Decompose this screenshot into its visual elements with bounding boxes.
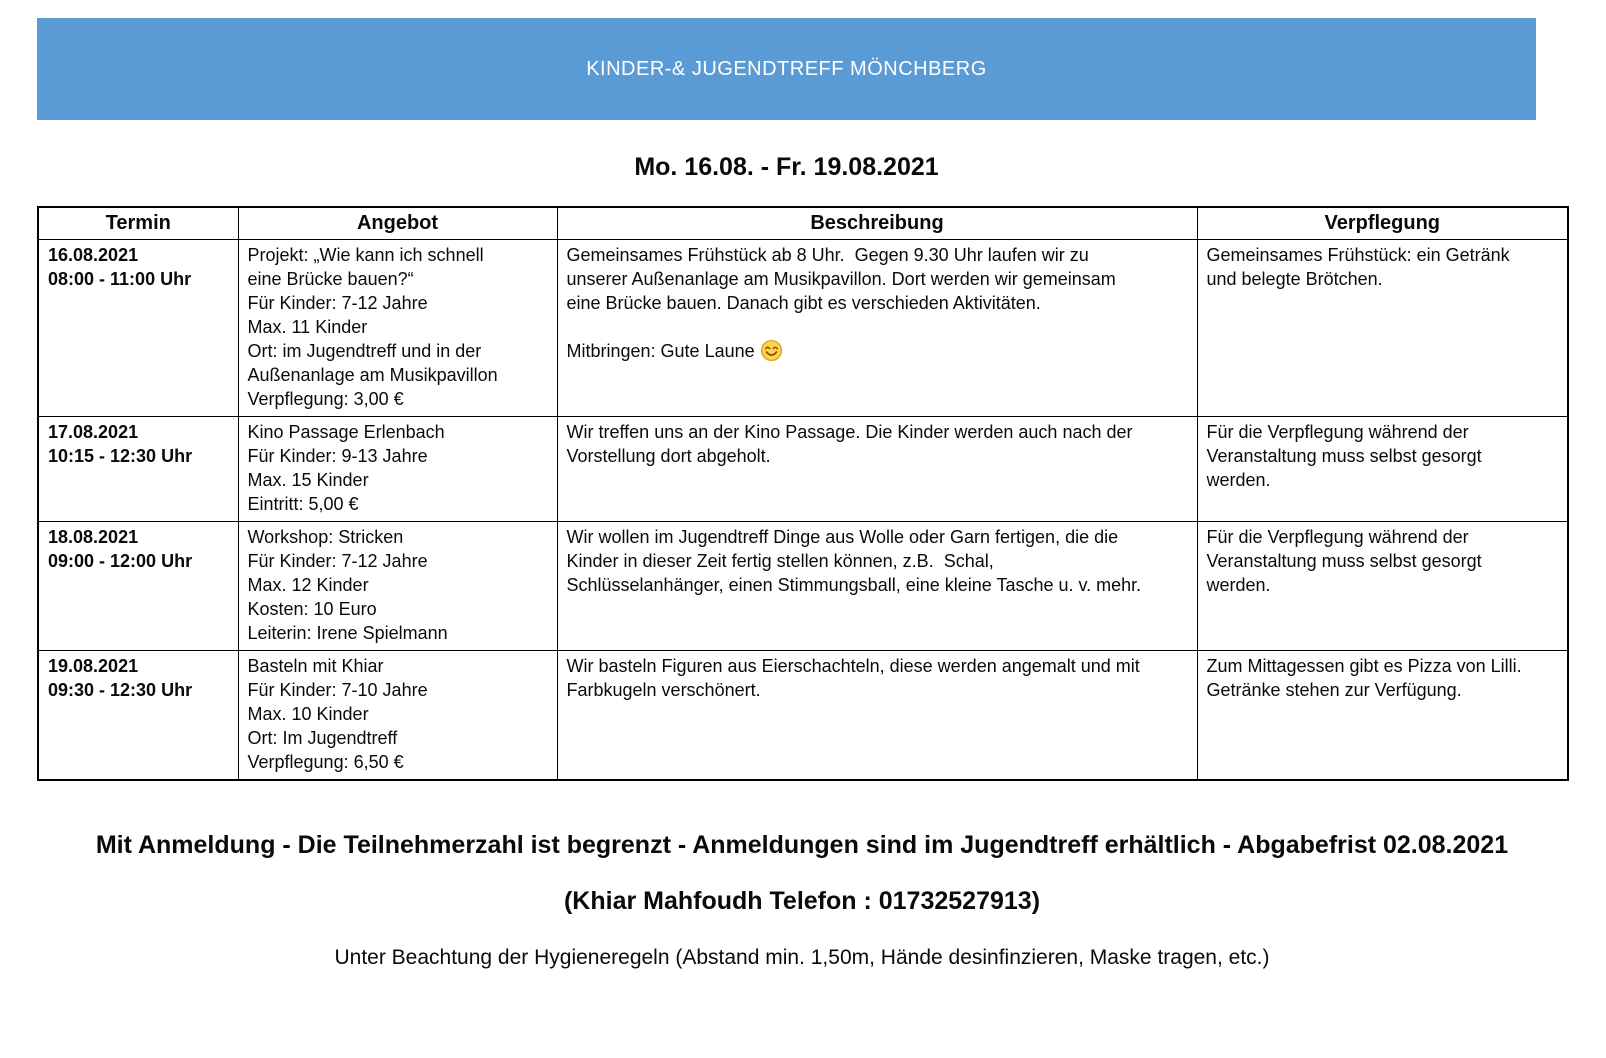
cell-line: Getränke stehen zur Verfügung. [1206,680,1462,700]
cell-line: werden. [1206,470,1271,490]
cell-line: Schlüsselanhänger, einen Stimmungsball, eine kleine Tasche u. v. mehr. [566,575,1142,595]
cell-line: Für Kinder: 7-12 Jahre [247,551,428,571]
cell-line: Verpflegung: 3,00 € [247,389,404,409]
beschreibung-cell [557,651,1197,781]
cell-line: Leiterin: Irene Spielmann [247,623,448,643]
cell-line: Für die Verpflegung während der [1206,422,1469,442]
verpflegung-cell [1197,417,1568,522]
cell-line: 19.08.2021 [48,656,139,676]
table-row [38,522,1568,651]
cell-line: Vorstellung dort abgeholt. [566,446,771,466]
smiling-face-emoji-icon [760,339,783,362]
cell-line: Basteln mit Khiar [247,656,384,676]
column-header-angebot: Angebot [238,207,557,240]
cell-line: eine Brücke bauen?“ [247,269,414,289]
cell-line: Projekt: „Wie kann ich schnell [247,245,484,265]
table-row [38,240,1568,417]
cell-line: Max. 11 Kinder [247,317,368,337]
cell-line: 17.08.2021 [48,422,139,442]
termin-cell [38,522,238,651]
angebot-cell [238,651,557,781]
cell-line: Ort: im Jugendtreff und in der [247,341,482,361]
cell-line: Wir treffen uns an der Kino Passage. Die Kinder werden auch nach der [566,422,1133,442]
cell-line: Kinder in dieser Zeit fertig stellen können, z.B. Schal, [566,551,994,571]
verpflegung-cell [1197,651,1568,781]
cell-line: Mitbringen: Gute Laune [567,339,1187,363]
cell-line: eine Brücke bauen. Danach gibt es verschieden Aktivitäten. [566,293,1041,313]
schedule-table-body [38,240,1568,781]
cell-line: Außenanlage am Musikpavillon [247,365,498,385]
cell-line: Für Kinder: 9-13 Jahre [247,446,428,466]
cell-line: Wir wollen im Jugendtreff Dinge aus Wolle oder Garn fertigen, die die [566,527,1119,547]
page-title: Mo. 16.08. - Fr. 19.08.2021 [634,153,939,181]
cell-line: Farbkugeln verschönert. [566,680,761,700]
column-header-termin: Termin [38,207,238,240]
table-header-row [38,207,1568,240]
cell-line: Veranstaltung muss selbst gesorgt [1206,551,1482,571]
verpflegung-cell [1197,240,1568,417]
table-row [38,417,1568,522]
cell-line: und belegte Brötchen. [1206,269,1383,289]
termin-cell [38,240,238,417]
beschreibung-cell [557,522,1197,651]
termin-cell [38,417,238,522]
cell-line: Ort: Im Jugendtreff [247,728,398,748]
registration-note: Mit Anmeldung - Die Teilnehmerzahl ist begrenzt - Anmeldungen sind im Jugendtreff erhältlich - Abgabefrist 02.08.2021 [95,831,1509,859]
cell-line: Workshop: Stricken [247,527,404,547]
cell-line: Max. 12 Kinder [247,575,369,595]
beschreibung-cell [557,240,1197,417]
cell-line: 10:15 - 12:30 Uhr [48,446,193,466]
angebot-cell [238,417,557,522]
cell-line: Veranstaltung muss selbst gesorgt [1206,446,1482,466]
cell-line: Für Kinder: 7-10 Jahre [247,680,428,700]
banner-title: KINDER-& JUGENDTREFF MÖNCHBERG [586,57,987,80]
cell-line: 09:30 - 12:30 Uhr [48,680,193,700]
column-header-verpflegung: Verpflegung [1197,207,1568,240]
table-row [38,651,1568,781]
angebot-cell [238,240,557,417]
cell-line: Für die Verpflegung während der [1206,527,1469,547]
cell-line: Zum Mittagessen gibt es Pizza von Lilli. [1206,656,1522,676]
cell-line: 18.08.2021 [48,527,139,547]
banner [37,18,1536,120]
cell-line: Eintritt: 5,00 € [247,494,359,514]
cell-line: 08:00 - 11:00 Uhr [48,269,192,289]
cell-line: Kosten: 10 Euro [247,599,377,619]
cell-line: 09:00 - 12:00 Uhr [48,551,193,571]
cell-line: Kino Passage Erlenbach [247,422,445,442]
cell-line: Gemeinsames Frühstück: ein Getränk [1206,245,1510,265]
angebot-cell [238,522,557,651]
schedule-table [37,206,1569,781]
beschreibung-cell [557,417,1197,522]
cell-line: Max. 15 Kinder [247,470,369,490]
column-header-beschreibung: Beschreibung [557,207,1197,240]
cell-line [567,315,1187,339]
contact-info: (Khiar Mahfoudh Telefon : 01732527913) [563,887,1041,915]
cell-line: werden. [1206,575,1271,595]
verpflegung-cell [1197,522,1568,651]
cell-line: 16.08.2021 [48,245,139,265]
page [0,18,1606,1058]
cell-line: Verpflegung: 6,50 € [247,752,404,772]
cell-line: Gemeinsames Frühstück ab 8 Uhr. Gegen 9.30 Uhr laufen wir zu [566,245,1089,265]
cell-line: unserer Außenanlage am Musikpavillon. Dort werden wir gemeinsam [566,269,1116,289]
cell-line: Wir basteln Figuren aus Eierschachteln, diese werden angemalt und mit [566,656,1140,676]
termin-cell [38,651,238,781]
cell-line: Max. 10 Kinder [247,704,369,724]
cell-line: Für Kinder: 7-12 Jahre [247,293,428,313]
hygiene-note: Unter Beachtung der Hygieneregeln (Abstand min. 1,50m, Hände desinfinzieren, Maske tragen, etc.) [334,946,1270,969]
